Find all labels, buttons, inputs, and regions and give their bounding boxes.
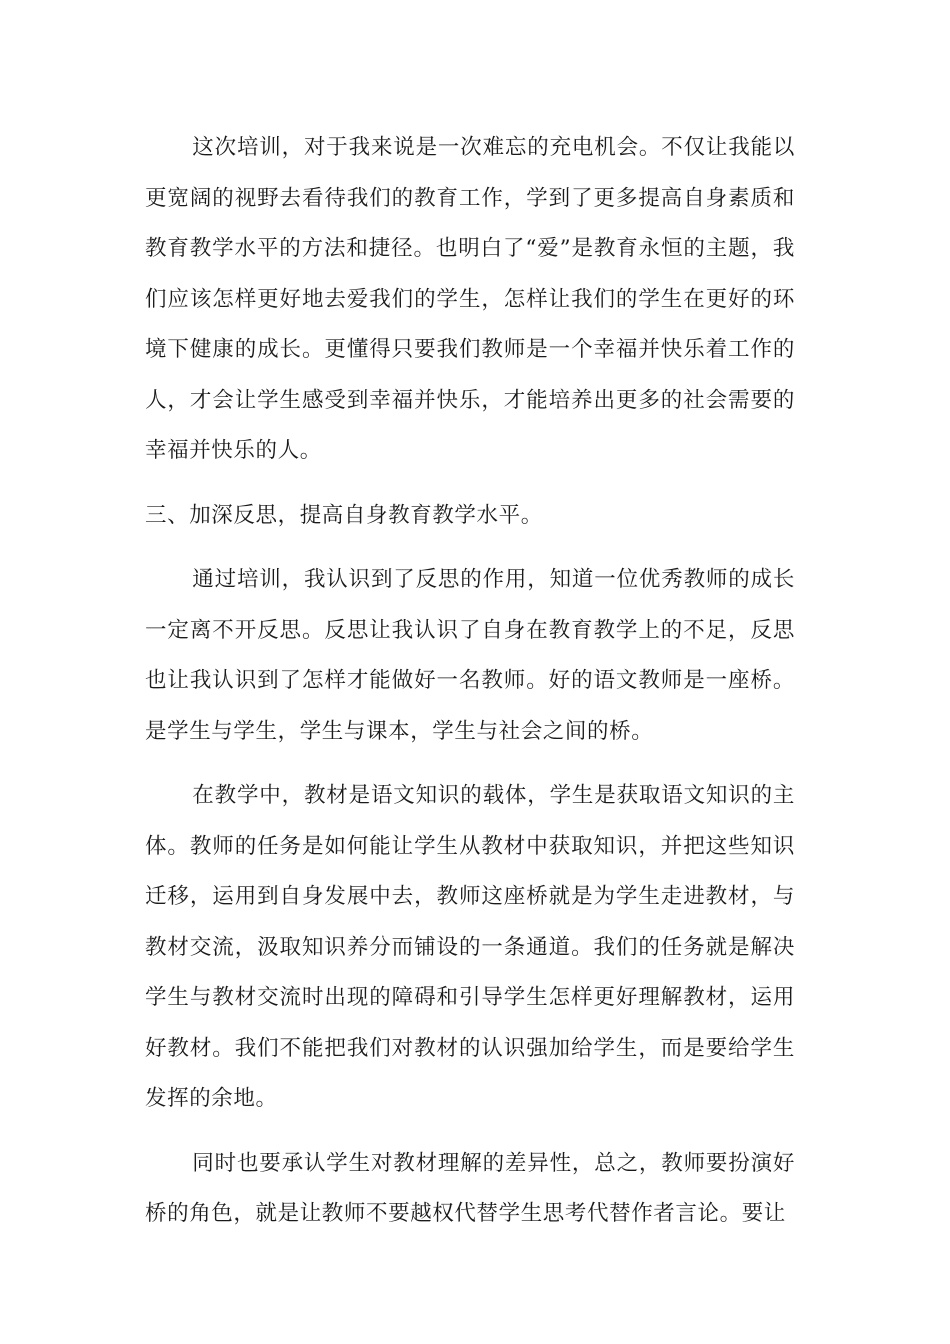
paragraph-student-differences: 同时也要承认学生对教材理解的差异性，总之，教师要扮演好桥的角色，就是让教师不要越权代替学生思考代替作者言论。要让: [145, 1150, 795, 1226]
section-heading: 三、加深反思，提高自身教育教学水平。: [145, 502, 543, 528]
document-body: [145, 123, 795, 1240]
paragraph-training-reflection: 这次培训，对于我来说是一次难忘的充电机会。不仅让我能以更宽阔的视野去看待我们的教育工作，学到了更多提高自身素质和教育教学水平的方法和捷径。也明白了“爱”是教育永恒的主题，我们应该怎样更好地去爱我们的学生，怎样让我们的学生在更好的环境下健康的成长。更懂得只要我们教师是一个幸福并快乐着工作的人，才会让学生感受到幸福并快乐，才能培养出更多的社会需要的幸福并快乐的人。: [145, 135, 795, 463]
paragraph-reflection: 通过培训，我认识到了反思的作用，知道一位优秀教师的成长一定离不开反思。反思让我认识了自身在教育教学上的不足，反思也让我认识到了怎样才能做好一名教师。好的语文教师是一座桥。是学生与学生，学生与课本，学生与社会之间的桥。: [145, 567, 795, 744]
paragraph-teaching-materials: 在教学中，教材是语文知识的载体，学生是获取语文知识的主体。教师的任务是如何能让学生从教材中获取知识，并把这些知识迁移，运用到自身发展中去，教师这座桥就是为学生走进教材，与教材交流，汲取知识养分而铺设的一条通道。我们的任务就是解决学生与教材交流时出现的障碍和引导学生怎样更好理解教材，运用好教材。我们不能把我们对教材的认识强加给学生，而是要给学生发挥的余地。: [145, 783, 795, 1111]
